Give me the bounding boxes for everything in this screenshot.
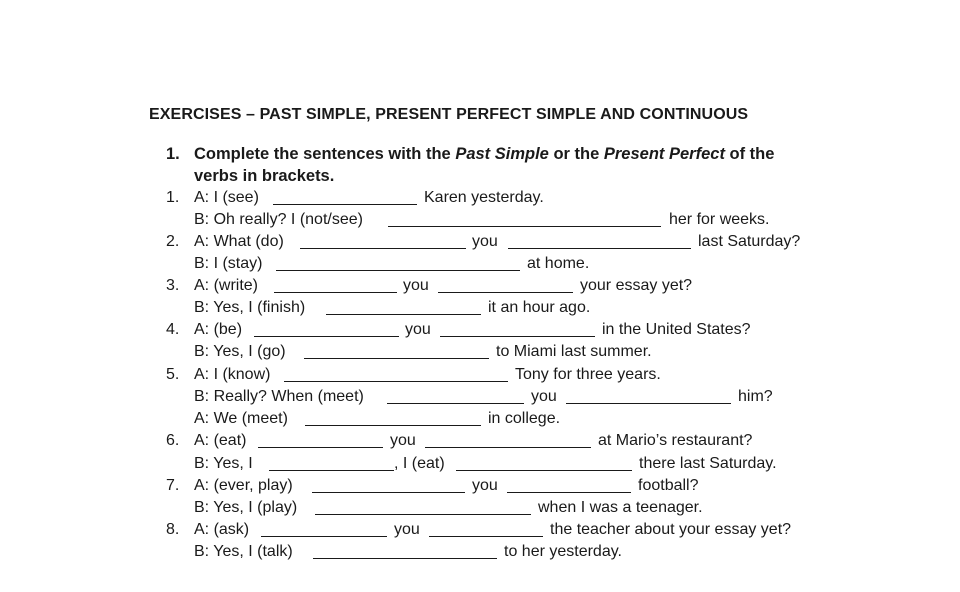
prompt-text: , I (eat) — [394, 455, 445, 472]
item-number: 4. — [166, 321, 180, 338]
prompt-text: you — [531, 388, 557, 405]
answer-blank[interactable] — [326, 314, 481, 315]
instruction-tense-present-perfect: Present Perfect — [603, 145, 725, 163]
answer-blank[interactable] — [456, 470, 632, 471]
task-number: 1. — [166, 145, 180, 163]
item-number: 5. — [166, 366, 180, 383]
exercise-line — [0, 253, 960, 275]
answer-blank[interactable] — [261, 536, 387, 537]
prompt-text: at Mario’s restaurant? — [598, 432, 753, 449]
answer-blank[interactable] — [440, 336, 595, 337]
prompt-text: when I was a teenager. — [538, 499, 703, 516]
instruction-text: of the — [724, 145, 775, 163]
prompt-text: Karen yesterday. — [424, 189, 544, 206]
answer-blank[interactable] — [438, 292, 573, 293]
answer-blank[interactable] — [315, 514, 531, 515]
prompt-text: you — [403, 277, 429, 294]
answer-blank[interactable] — [387, 403, 524, 404]
prompt-text: B: Yes, I (go) — [194, 343, 286, 360]
exercise-line — [0, 541, 960, 563]
exercise-line — [0, 408, 960, 430]
prompt-text: him? — [738, 388, 773, 405]
instruction-text: Complete the sentences with the — [194, 145, 456, 163]
answer-blank[interactable] — [300, 248, 466, 249]
exercise-line — [0, 341, 960, 363]
instruction-tense-past-simple: Past Simple — [455, 145, 549, 163]
prompt-text: to Miami last summer. — [496, 343, 652, 360]
prompt-text: A: (ever, play) — [194, 477, 293, 494]
prompt-text: you — [472, 477, 498, 494]
answer-blank[interactable] — [304, 358, 489, 359]
item-number: 2. — [166, 233, 180, 250]
prompt-text: A: (write) — [194, 277, 258, 294]
answer-blank[interactable] — [273, 204, 417, 205]
answer-blank[interactable] — [284, 381, 508, 382]
answer-blank[interactable] — [425, 447, 591, 448]
answer-blank[interactable] — [258, 447, 383, 448]
prompt-text: A: (ask) — [194, 521, 250, 538]
answer-blank[interactable] — [566, 403, 731, 404]
answer-blank[interactable] — [274, 292, 397, 293]
prompt-text: B: Oh really? I (not/see) — [194, 211, 363, 228]
prompt-text: your essay yet? — [580, 277, 693, 294]
item-number: 7. — [166, 477, 180, 494]
prompt-text: B: Yes, I (finish) — [194, 299, 306, 316]
prompt-text: A: What (do) — [194, 233, 284, 250]
answer-blank[interactable] — [429, 536, 543, 537]
instruction-line-2: verbs in brackets. — [194, 167, 335, 185]
prompt-text: in college. — [488, 410, 561, 427]
exercise-line — [0, 297, 960, 319]
answer-blank[interactable] — [269, 470, 394, 471]
exercise-line — [0, 187, 960, 209]
answer-blank[interactable] — [507, 492, 631, 493]
prompt-text: you — [472, 233, 498, 250]
answer-blank[interactable] — [305, 425, 481, 426]
prompt-text: football? — [638, 477, 699, 494]
answer-blank[interactable] — [388, 226, 661, 227]
exercise-line — [0, 386, 960, 408]
worksheet-title: EXERCISES – PAST SIMPLE, PRESENT PERFECT SIMPLE AND CONTINUOUS — [149, 106, 749, 123]
prompt-text: last Saturday? — [698, 233, 801, 250]
prompt-text: you — [405, 321, 431, 338]
prompt-text: it an hour ago. — [488, 299, 591, 316]
prompt-text: at home. — [527, 255, 590, 272]
instruction-text: or the — [548, 145, 604, 163]
exercise-line — [0, 475, 960, 497]
prompt-text: the teacher about your essay yet? — [550, 521, 792, 538]
prompt-text: A: I (see) — [194, 189, 259, 206]
prompt-text: A: (eat) — [194, 432, 247, 449]
answer-blank[interactable] — [312, 492, 465, 493]
prompt-text: B: Yes, I (talk) — [194, 543, 293, 560]
answer-blank[interactable] — [254, 336, 399, 337]
prompt-text: A: We (meet) — [194, 410, 288, 427]
prompt-text: B: Really? When (meet) — [194, 388, 364, 405]
exercise-line — [0, 231, 960, 253]
prompt-text: B: Yes, I (play) — [194, 499, 298, 516]
item-number: 8. — [166, 521, 180, 538]
exercise-line — [0, 497, 960, 519]
prompt-text: Tony for three years. — [515, 366, 661, 383]
item-number: 3. — [166, 277, 180, 294]
exercise-line — [0, 453, 960, 475]
exercise-line — [0, 319, 960, 341]
prompt-text: to her yesterday. — [504, 543, 622, 560]
prompt-text: in the United States? — [602, 321, 751, 338]
prompt-text: B: I (stay) — [194, 255, 263, 272]
prompt-text: A: (be) — [194, 321, 243, 338]
prompt-text: B: Yes, I — [194, 455, 253, 472]
answer-blank[interactable] — [508, 248, 691, 249]
prompt-text: you — [394, 521, 420, 538]
prompt-text: her for weeks. — [669, 211, 770, 228]
answer-blank[interactable] — [276, 270, 520, 271]
item-number: 6. — [166, 432, 180, 449]
exercise-line — [0, 430, 960, 452]
prompt-text: there last Saturday. — [639, 455, 777, 472]
exercise-line — [0, 209, 960, 231]
answer-blank[interactable] — [313, 558, 497, 559]
item-number: 1. — [166, 189, 180, 206]
exercise-line — [0, 364, 960, 386]
exercise-line — [0, 519, 960, 541]
exercise-line — [0, 275, 960, 297]
prompt-text: A: I (know) — [194, 366, 271, 383]
prompt-text: you — [390, 432, 416, 449]
